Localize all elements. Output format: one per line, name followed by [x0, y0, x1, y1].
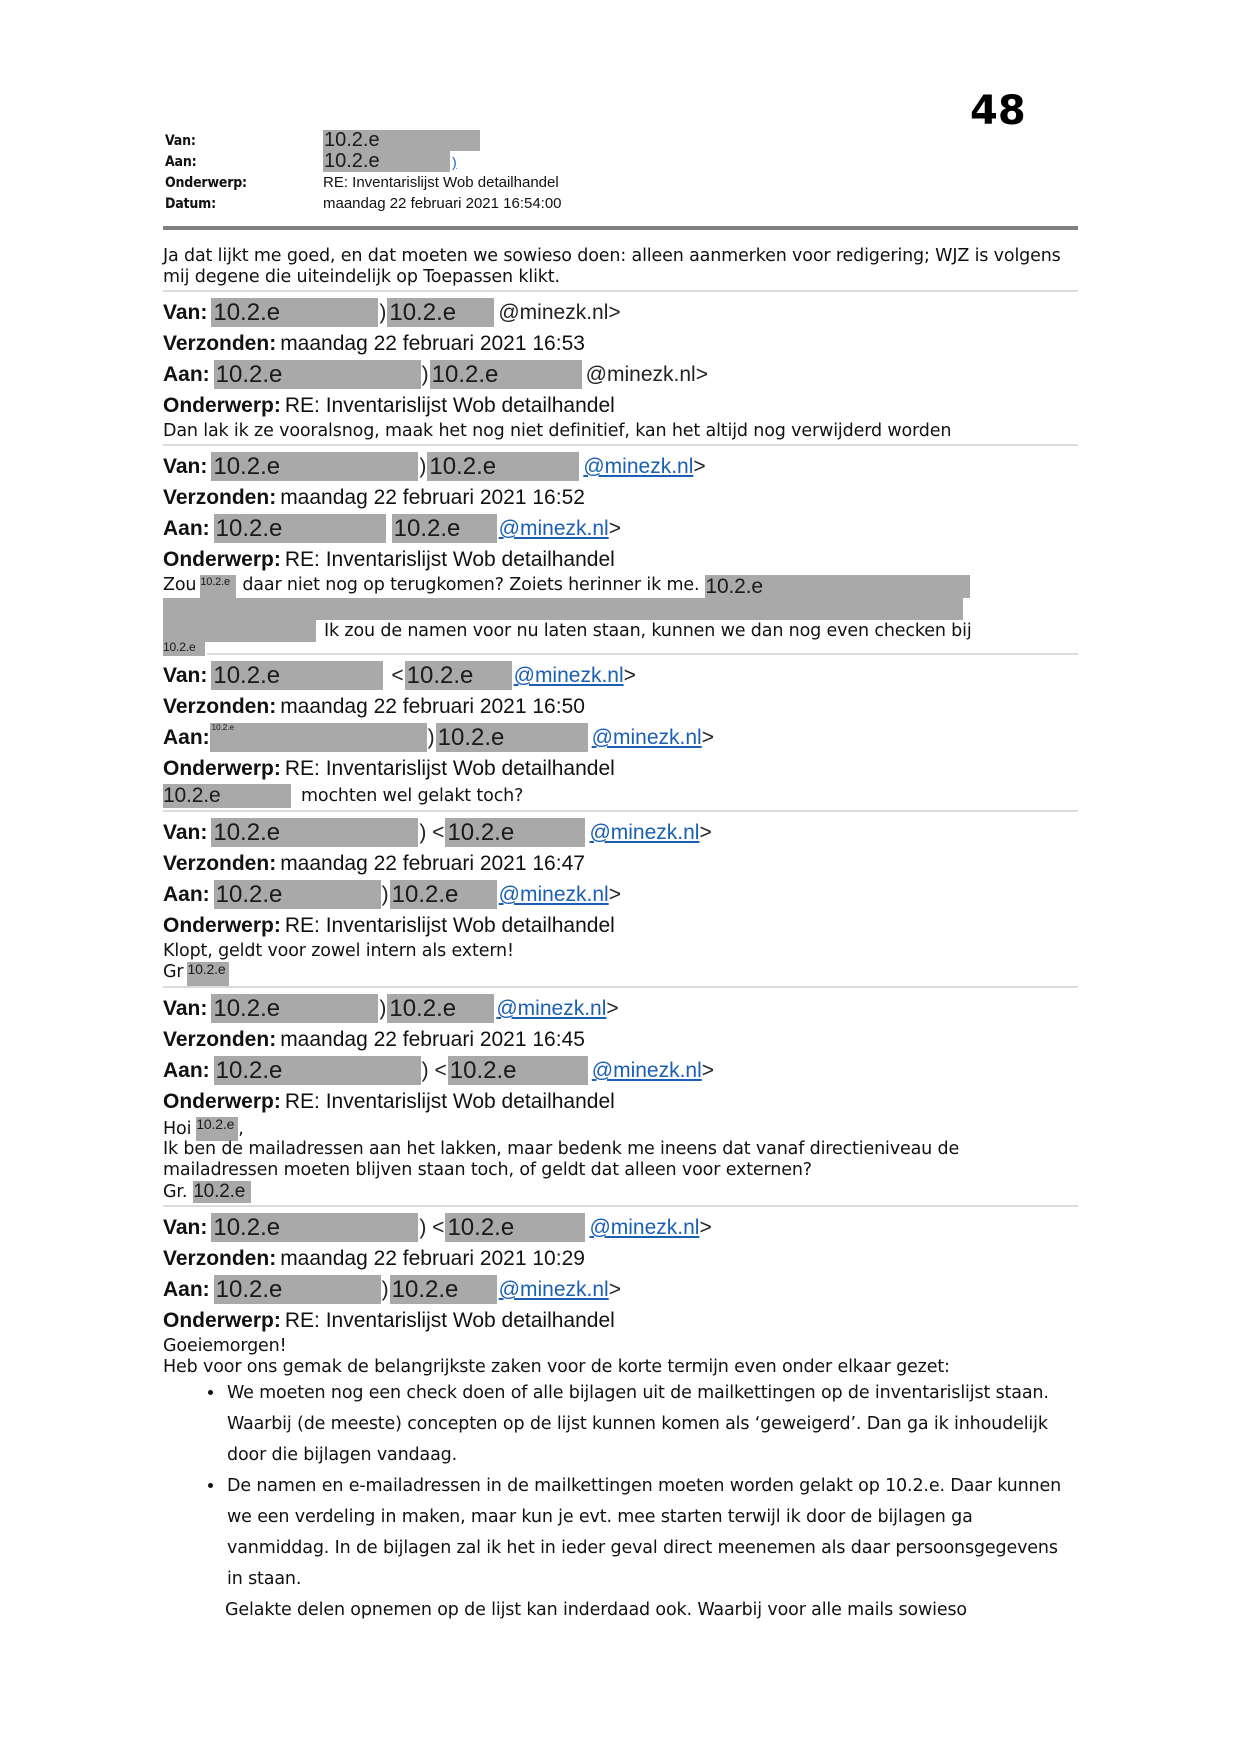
body-trailing: Gelakte delen opnemen op de lijst kan inderdaad ook. Waarbij voor alle mails sowieso: [225, 1600, 967, 1620]
to-row: Aan: 10.2.e 10.2.e @minezk.nl >: [163, 515, 621, 542]
header-divider: [163, 226, 1078, 230]
email-header: [165, 130, 562, 214]
to-label: Aan:: [163, 1278, 210, 1301]
header-subject-label: Onderwerp:: [165, 174, 247, 191]
sent-label: Verzonden:: [163, 332, 277, 355]
from-row: Van: 10.2.e ) 10.2.e @minezk.nl >: [163, 995, 619, 1022]
to-row: Aan: 10.2.e ) 10.2.e @minezk.nl >: [163, 723, 714, 751]
subject-row: [163, 910, 1078, 941]
subject-row: [163, 753, 1078, 784]
redaction-box: 10.2.e: [392, 514, 497, 543]
from-row: Van: 10.2.e < 10.2.e @minezk.nl >: [163, 662, 636, 689]
email-thread: [163, 246, 1078, 1626]
subject-value: RE: Inventarislijst Wob detailhandel: [284, 394, 615, 417]
redaction-box: [163, 620, 316, 642]
top-message-body: Ja dat lijkt me goed, en dat moeten we sowieso doen: alleen aanmerken voor redigering; WJZ is volgens mij degene die uiteindelijk op Toepassen klikt.: [163, 246, 1061, 287]
sent-label: Verzonden:: [163, 695, 277, 718]
to-label: Aan:: [163, 363, 210, 386]
message-body: [163, 1336, 1078, 1378]
quoted-message: [163, 451, 1078, 655]
redaction-box: 10.2.e: [211, 818, 418, 847]
sent-value: maandag 22 februari 2021 16:47: [280, 852, 585, 875]
message-divider: [163, 444, 1078, 446]
body-text: Zou: [163, 575, 197, 595]
email-link[interactable]: @minezk.nl: [589, 1216, 700, 1239]
sent-label: Verzonden:: [163, 1028, 277, 1051]
redaction-box: 10.2.e: [430, 360, 582, 389]
body-greeting: Goeiemorgen!: [163, 1336, 287, 1356]
body-text: mochten wel gelakt toch?: [301, 785, 524, 806]
list-item: • De namen en e-mailadressen in de mailkettingen moeten worden gelakt op 10.2.e. Daar kunnen we een verdeling in maken, maar kun je evt. mee starten terwijl ik door de bijlagen ga vanmiddag. In de bijlagen zal ik het in ieder geval direct meenemen als daar persoonsgegevens in staan.: [225, 1471, 1078, 1595]
from-label: Van:: [163, 1216, 208, 1239]
header-from-row: [165, 130, 562, 151]
redaction-box: 10.2.e: [211, 298, 378, 327]
redaction-box: 10.2.e: [214, 880, 381, 909]
sent-value: maandag 22 februari 2021 16:52: [280, 486, 585, 509]
to-row: Aan: 10.2.e ) 10.2.e @minezk.nl >: [163, 361, 708, 388]
message-body: Hoi 10.2.e , Ik ben de mailadressen aan het lakken, maar bedenk me ineens dat vanaf directieniveau de mailadressen moeten blijven staan toch, of geldt dat alleen voor externen? Gr. 10.2.e: [163, 1117, 1078, 1203]
header-subject-value: RE: Inventarislijst Wob detailhandel: [323, 174, 559, 191]
to-label: Aan:: [163, 517, 210, 540]
to-label: Aan:: [163, 1059, 210, 1082]
message-body: [163, 941, 1078, 984]
subject-label: Onderwerp:: [163, 757, 281, 780]
to-label: Aan:: [163, 883, 210, 906]
email-domain: @minezk.nl: [585, 363, 696, 386]
body-text: Ik zou de namen voor nu laten staan, kunnen we dan nog even checken bij: [324, 620, 972, 641]
subject-value: RE: Inventarislijst Wob detailhandel: [284, 1309, 615, 1332]
sent-label: Verzonden:: [163, 852, 277, 875]
redaction-box: 10.2.e: [445, 1213, 585, 1242]
redaction-box: 10.2.e: [214, 1056, 421, 1085]
redaction-box: 10.2.e: [196, 1117, 238, 1141]
to-row: Aan: 10.2.e ) 10.2.e @minezk.nl >: [163, 881, 621, 908]
to-label: Aan:: [163, 726, 210, 749]
to-row: Aan: 10.2.e ) < 10.2.e @minezk.nl >: [163, 1057, 715, 1084]
redaction-box: 10.2.e: [211, 661, 383, 690]
subject-row: [163, 1305, 1078, 1336]
email-link[interactable]: @minezk.nl: [583, 455, 694, 478]
from-label: Van:: [163, 455, 208, 478]
body-text: daar niet nog op terugkomen? Zoiets herinner ik me.: [242, 575, 700, 595]
from-label: Van:: [163, 664, 208, 687]
message-divider: [163, 1205, 1078, 1207]
redaction-box: 10.2.e: [210, 723, 427, 752]
subject-row: [163, 544, 1078, 575]
redaction-box: 10.2.e: [187, 962, 229, 986]
from-label: Van:: [163, 301, 208, 324]
redaction-box: 10.2.e: [214, 360, 421, 389]
redaction-box: 10.2.e: [427, 452, 579, 481]
redaction-box: 10.2.e: [436, 723, 588, 752]
subject-row: [163, 1086, 1078, 1117]
email-link[interactable]: @minezk.nl: [589, 821, 700, 844]
subject-value: RE: Inventarislijst Wob detailhandel: [284, 757, 615, 780]
message-divider: [163, 986, 1078, 988]
redaction-box: 10.2.e: [214, 514, 386, 543]
redaction-box: 10.2.e: [390, 880, 497, 909]
header-to-label: Aan:: [165, 153, 197, 170]
message-divider: [163, 290, 1078, 292]
redaction-box: 10.2.e: [211, 452, 418, 481]
header-subject-row: [165, 172, 562, 193]
message-divider: [207, 653, 1078, 655]
redaction-box: 10.2.e: [193, 1181, 251, 1203]
message-body: Dan lak ik ze vooralsnog, maak het nog niet definitief, kan het altijd nog verwijderd worden: [163, 421, 952, 441]
sent-row: [163, 1243, 1078, 1274]
redaction-box: [163, 598, 963, 620]
sent-label: Verzonden:: [163, 486, 277, 509]
message-divider: [163, 810, 1078, 812]
quoted-message: [163, 660, 1078, 812]
redaction-box: 10.2.e: [387, 994, 494, 1023]
email-link[interactable]: @minezk.nl: [498, 517, 609, 540]
message-body: [163, 784, 1078, 808]
header-date-label: Datum:: [165, 195, 216, 212]
from-row: Van: 10.2.e ) < 10.2.e @minezk.nl >: [163, 1214, 712, 1241]
header-to-suffix[interactable]: ): [452, 153, 457, 170]
redaction-box: 10.2.e: [163, 784, 291, 808]
email-domain: @minezk.nl: [498, 301, 609, 324]
subject-label: Onderwerp:: [163, 1090, 281, 1113]
from-row: Van: 10.2.e ) 10.2.e @minezk.nl >: [163, 453, 706, 480]
header-to-row: [165, 151, 562, 172]
subject-label: Onderwerp:: [163, 548, 281, 571]
subject-label: Onderwerp:: [163, 914, 281, 937]
list-item: • We moeten nog een check doen of alle bijlagen uit de mailkettingen op de inventarislijst staan. Waarbij (de meeste) concepten op de lijst kunnen komen als ‘geweigerd’. Dan ga ik inhoudelijk door die bijlagen vandaag.: [225, 1378, 1078, 1471]
subject-value: RE: Inventarislijst Wob detailhandel: [284, 1090, 615, 1113]
quoted-message: [163, 297, 1078, 446]
redaction-box: 10.2.e: [390, 1275, 497, 1304]
redaction-box: 10.2.e: [387, 298, 494, 327]
quoted-message: [163, 1212, 1078, 1626]
redaction-box: 10.2.e: [405, 661, 512, 690]
redaction-box: 10.2.e: [445, 818, 585, 847]
body-text: Ik ben de mailadressen aan het lakken, maar bedenk me ineens dat vanaf directieniveau de mailadressen moeten blijven staan toch, of geldt dat alleen voor externen?: [163, 1139, 960, 1180]
body-text: Klopt, geldt voor zowel intern als extern!: [163, 941, 514, 961]
message-body: [163, 575, 1078, 654]
from-row: Van: 10.2.e ) < 10.2.e @minezk.nl >: [163, 819, 712, 846]
from-row: Van: 10.2.e ) 10.2.e @minezk.nl >: [163, 299, 621, 326]
email-link[interactable]: @minezk.nl: [496, 997, 607, 1020]
task-list: [163, 1378, 1078, 1595]
sent-row: [163, 328, 1078, 359]
body-intro: Heb voor ons gemak de belangrijkste zaken voor de korte termijn even onder elkaar gezet:: [163, 1357, 950, 1377]
body-text: Gr.: [163, 1181, 188, 1202]
sent-value: maandag 22 februari 2021 16:53: [280, 332, 585, 355]
quoted-message: [163, 817, 1078, 988]
sent-row: [163, 848, 1078, 879]
from-label: Van:: [163, 821, 208, 844]
redaction-box: 10.2.e: [323, 130, 480, 151]
redaction-box: 10.2.e: [323, 151, 450, 172]
header-date-row: [165, 193, 562, 214]
redaction-box: 10.2.e: [163, 642, 205, 656]
body-text: Gr: [163, 962, 184, 982]
subject-value: RE: Inventarislijst Wob detailhandel: [284, 548, 615, 571]
subject-row: [163, 390, 1078, 421]
body-text: Hoi: [163, 1119, 192, 1139]
sent-row: [163, 691, 1078, 722]
subject-value: RE: Inventarislijst Wob detailhandel: [284, 914, 615, 937]
sent-value: maandag 22 februari 2021 10:29: [280, 1247, 585, 1270]
sent-row: [163, 1024, 1078, 1055]
header-date-value: maandag 22 februari 2021 16:54:00: [323, 195, 562, 212]
redaction-box: 10.2.e: [200, 575, 236, 621]
email-link[interactable]: @minezk.nl: [498, 1278, 609, 1301]
email-link[interactable]: @minezk.nl: [591, 1059, 702, 1082]
header-from-label: Van:: [165, 132, 196, 149]
redaction-box: 10.2.e: [705, 575, 970, 598]
redaction-box: 10.2.e: [211, 1213, 418, 1242]
email-link[interactable]: @minezk.nl: [591, 726, 702, 749]
redaction-box: 10.2.e: [448, 1056, 588, 1085]
email-link[interactable]: @minezk.nl: [498, 883, 609, 906]
sent-value: maandag 22 februari 2021 16:50: [280, 695, 585, 718]
subject-label: Onderwerp:: [163, 1309, 281, 1332]
subject-label: Onderwerp:: [163, 394, 281, 417]
quoted-message: [163, 993, 1078, 1207]
page-number: 48: [970, 88, 1026, 134]
sent-value: maandag 22 februari 2021 16:45: [280, 1028, 585, 1051]
redaction-box: 10.2.e: [211, 994, 378, 1023]
from-label: Van:: [163, 997, 208, 1020]
sent-row: [163, 482, 1078, 513]
to-row: Aan: 10.2.e ) 10.2.e @minezk.nl >: [163, 1276, 621, 1303]
sent-label: Verzonden:: [163, 1247, 277, 1270]
email-link[interactable]: @minezk.nl: [513, 664, 624, 687]
redaction-box: 10.2.e: [214, 1275, 381, 1304]
